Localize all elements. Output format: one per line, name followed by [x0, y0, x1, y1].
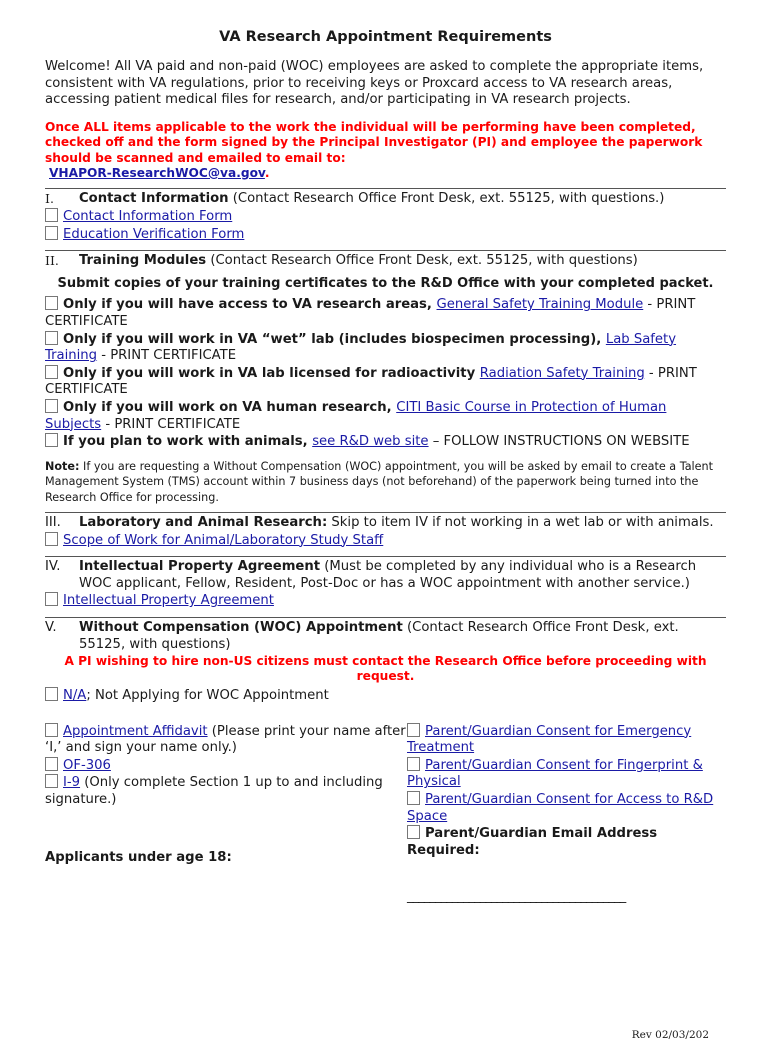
training-instruction: - PRINT CERTIFICATE: [97, 348, 237, 364]
consent-fingerprint-physical-link[interactable]: Parent/Guardian Consent for Fingerprint & Physical: [407, 757, 703, 790]
guardian-email-label: Parent/Guardian Email Address Required:: [407, 826, 658, 858]
section-note: (Contact Research Office Front Desk, ext. 55125, with questions): [206, 253, 638, 269]
checklist-item: [407, 791, 726, 825]
notice-paragraph: [45, 120, 726, 182]
general-safety-training-link[interactable]: General Safety Training Module: [436, 297, 644, 313]
under-18-heading: Applicants under age 18:: [45, 849, 232, 865]
revision-date: Rev 02/03/202: [631, 1029, 709, 1041]
contact-information-form-link[interactable]: Contact Information Form: [63, 209, 233, 224]
training-instruction: - PRINT CERTIFICATE: [45, 365, 697, 398]
checklist-item: [45, 532, 726, 550]
training-item: [45, 399, 726, 433]
checklist-item: [407, 723, 726, 757]
right-column: [407, 723, 726, 905]
notice-email-link[interactable]: VHAPOR-ResearchWOC@va.gov: [49, 166, 265, 180]
document-page: [0, 29, 770, 1053]
checklist-item: [407, 825, 726, 859]
notice-email-period: .: [264, 166, 270, 180]
training-condition: Only if you will work in VA “wet” lab (includes biospecimen processing),: [63, 331, 606, 347]
section-5: [45, 620, 726, 653]
divider: [45, 181, 726, 189]
checklist-item: [45, 723, 407, 757]
non-us-citizens-warning: A PI wishing to hire non-US citizens must contact the Research Office before proceeding with request.: [64, 654, 707, 684]
section-2: [45, 253, 726, 270]
checkbox[interactable]: [45, 331, 58, 345]
note-text: If you are requesting a Without Compensation (WOC) appointment, you will be asked by email to create a Talent Management System (TMS) account within 7 business days (not beforehand) of the paperwork being turned into the Research Office for processing.: [45, 459, 714, 504]
divider: [45, 505, 726, 513]
affidavit-instruction: (Please print your name after ‘I,’ and sign your name only.): [45, 723, 406, 756]
checklist-item: [45, 592, 726, 610]
section-heading: Contact Information: [79, 191, 229, 207]
training-instruction: - PRINT CERTIFICATE: [45, 297, 696, 329]
section-note: (Contact Research Office Front Desk, ext. 55125, with questions): [79, 619, 679, 652]
training-instruction: - PRINT CERTIFICATE: [101, 416, 241, 432]
checkbox[interactable]: [45, 592, 58, 606]
consent-access-rd-space-link[interactable]: Parent/Guardian Consent for Access to R&D Space: [407, 792, 714, 824]
i-9-link[interactable]: I-9: [63, 775, 81, 791]
checkbox[interactable]: [407, 723, 420, 737]
citi-basic-course-link[interactable]: CITI Basic Course in Protection of Human Subjects: [45, 399, 667, 432]
tms-note: [45, 459, 726, 505]
training-item: [45, 296, 726, 330]
section-3: [45, 515, 726, 532]
checkbox[interactable]: [45, 399, 58, 413]
section-note: Skip to item IV if not working in a wet lab or with animals.: [327, 514, 714, 530]
submit-certificates-instruction: Submit copies of your training certificates to the R&D Office with your completed packet.: [57, 275, 714, 291]
checkbox[interactable]: [45, 757, 58, 771]
checkbox[interactable]: [45, 365, 58, 379]
training-condition: Only if you will work in VA lab licensed for radioactivity: [63, 365, 480, 381]
checkbox[interactable]: [407, 825, 420, 839]
intro-paragraph: Welcome! All VA paid and non-paid (WOC) employees are asked to complete the appropriate items, consistent with VA regulations, prior to receiving keys or Proxcard access to VA research areas, accessing patient medical files for research, and/or participating in VA research projects.: [45, 59, 704, 108]
section-number: III.: [45, 514, 61, 530]
section-heading: Without Compensation (WOC) Appointment: [79, 619, 403, 635]
checkbox[interactable]: [407, 791, 420, 805]
na-text: ; Not Applying for WOC Appointment: [86, 688, 329, 704]
rd-web-site-link[interactable]: see R&D web site: [312, 434, 429, 450]
checkbox[interactable]: [45, 296, 58, 310]
section-number: I.: [45, 191, 54, 207]
of-306-link[interactable]: OF-306: [63, 757, 111, 773]
lab-safety-training-link[interactable]: Lab Safety Training: [45, 331, 677, 364]
section-number: II.: [45, 253, 59, 269]
checkbox[interactable]: [45, 774, 58, 788]
checklist-item: [407, 757, 726, 791]
i9-instruction: (Only complete Section 1 up to and including signature.): [45, 775, 383, 808]
checkbox[interactable]: [45, 723, 58, 737]
left-column: [45, 723, 407, 905]
divider: [45, 610, 726, 618]
section-number: IV.: [45, 559, 61, 575]
section-number: V.: [45, 619, 57, 635]
checklist-item: [45, 226, 726, 244]
training-item: [45, 365, 726, 399]
checkbox[interactable]: [45, 226, 58, 240]
checkbox[interactable]: [45, 433, 58, 447]
checklist-item: [45, 757, 407, 775]
radiation-safety-training-link[interactable]: Radiation Safety Training: [479, 365, 645, 381]
intellectual-property-agreement-link[interactable]: Intellectual Property Agreement: [63, 593, 274, 609]
training-item: [45, 433, 726, 451]
guardian-email-line[interactable]: _______________________________________: [407, 889, 626, 905]
na-link[interactable]: N/A: [63, 688, 87, 704]
checklist-item: [45, 774, 407, 808]
checkbox[interactable]: [45, 208, 58, 222]
checklist-item: [45, 687, 726, 705]
section-4: [45, 559, 726, 592]
section-note: (Contact Research Office Front Desk, ext. 55125, with questions.): [228, 191, 665, 207]
section-1: [45, 191, 726, 208]
scope-of-work-link[interactable]: Scope of Work for Animal/Laboratory Study Staff: [63, 532, 384, 548]
checklist-item: [45, 208, 726, 226]
woc-forms-columns: [45, 723, 726, 905]
page-title: VA Research Appointment Requirements: [219, 29, 552, 45]
checkbox[interactable]: [407, 757, 420, 771]
training-condition: Only if you will work on VA human research,: [63, 399, 397, 415]
section-heading: Intellectual Property Agreement: [79, 559, 321, 575]
divider: [45, 549, 726, 557]
consent-emergency-treatment-link[interactable]: Parent/Guardian Consent for Emergency Treatment: [407, 723, 692, 756]
note-label: Note:: [45, 459, 80, 473]
training-condition: Only if you will have access to VA research areas,: [63, 297, 437, 313]
appointment-affidavit-link[interactable]: Appointment Affidavit: [63, 723, 208, 739]
education-verification-form-link[interactable]: Education Verification Form: [63, 226, 245, 242]
section-heading: Laboratory and Animal Research:: [79, 514, 328, 530]
checkbox[interactable]: [45, 532, 58, 546]
training-condition: If you plan to work with animals,: [63, 434, 313, 450]
section-note: (Must be completed by any individual who is a Research WOC applicant, Fellow, Resident, Post-Doc or has a WOC appointment with another service.): [79, 559, 697, 591]
divider: [45, 243, 726, 251]
checkbox[interactable]: [45, 687, 58, 701]
notice-text: Once ALL items applicable to the work the individual will be performing have been completed, checked off and the form signed by the Principal Investigator (PI) and employee the paperwork should be scanned and emailed to email to:: [45, 119, 703, 165]
training-item: [45, 331, 726, 365]
training-instruction: – FOLLOW INSTRUCTIONS ON WEBSITE: [428, 434, 690, 450]
section-heading: Training Modules: [79, 253, 207, 269]
